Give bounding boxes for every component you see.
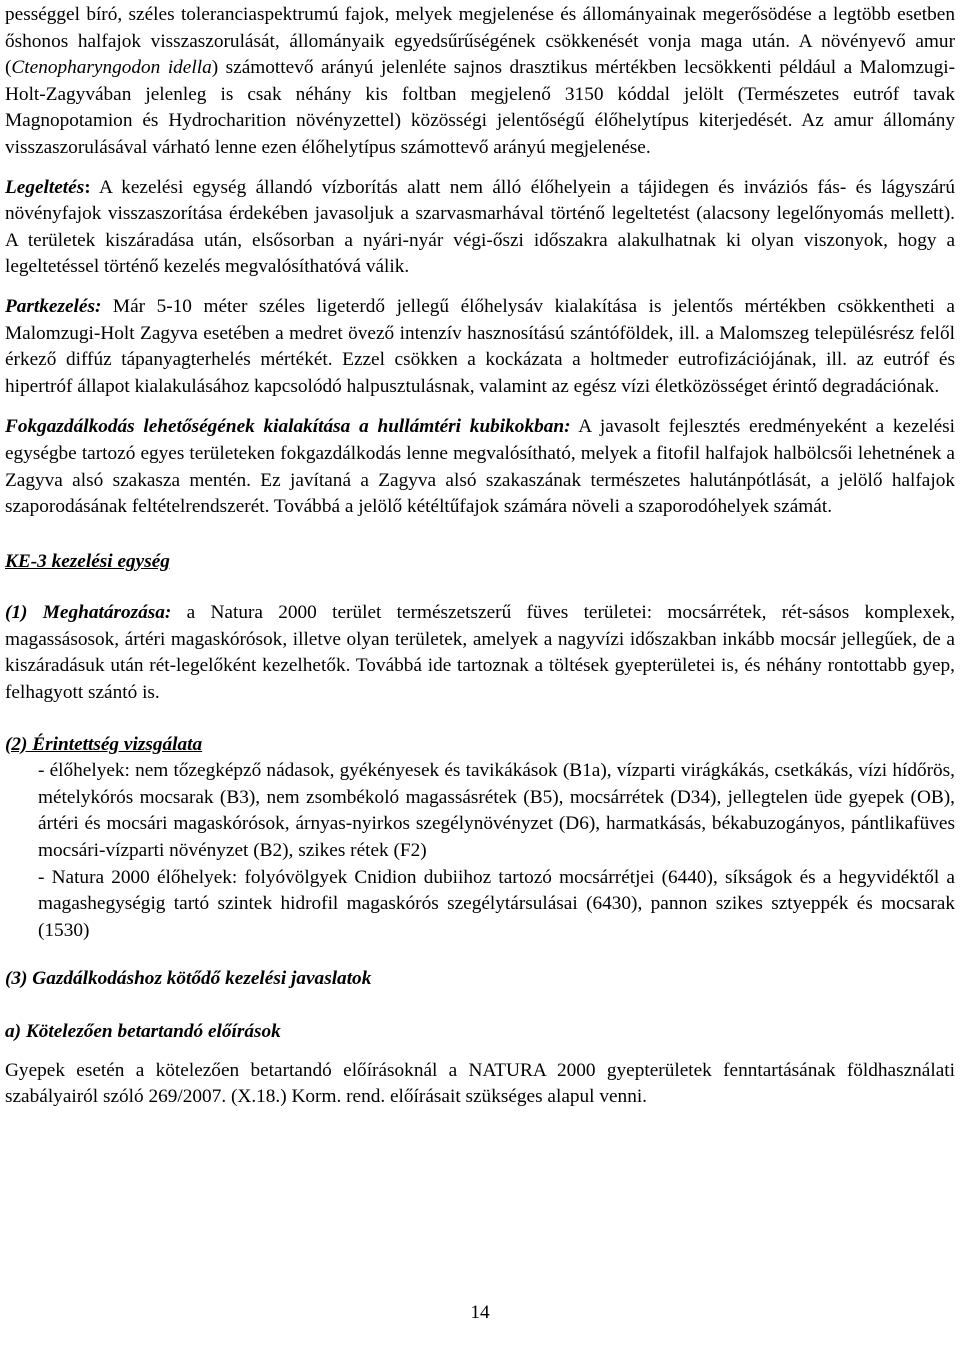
- document-page: [5, 0, 955, 1111]
- erintettseg-item-natura: - Natura 2000 élőhelyek: folyóvölgyek Cnidion dubiihoz tartozó mocsárrétjei (6440), síkságok és a hegyvidéktől a magashegységig tartó szintek hidrofil magaskórós szegélytársulásai (6430), pannon szikes sztyeppék és mocsarak (1530): [38, 866, 955, 941]
- ke3-title: KE-3 kezelési egység: [5, 550, 170, 572]
- fokgazdalkodas-paragraph: Fokgazdálkodás lehetőségének kialakítása a hullámtéri kubikokban: A javasolt fejlesztés eredményeként a kezelési egységbe tartozó egyes területeken fokgazdálkodás lenne megvalósítható, melyek a fitofil halfajok halbölcsői lehetnének a Zagyva alsó szakasza mentén. Ez javítaná a Zagyva alsó szakaszának természetes halutánpótlását, a jelölő halfajok szaporodásának feltételrendszerét. Továbbá a jelölő kétéltűfajok számára növeli a szaporodóhelyek számát.: [5, 416, 955, 518]
- meghatarozas-paragraph: (1) Meghatározása: a Natura 2000 terület természetszerű füves területei: mocsárrétek, rét-sásos komplexek, magassásosok, ártéri magaskórósok, illetve olyan területek, amelyek a nagyvízi időszakban inkább mocsár jellegűek, de a kiszáradásuk után rét-legelőként kezelhetők. Továbbá ide tartoznak a töltések gyepterületei is, és néhány rontottabb gyep, felhagyott szántó is.: [5, 602, 955, 704]
- page-number: 14: [470, 1302, 490, 1323]
- gazdalkodas-heading: (3) Gazdálkodáshoz kötődő kezelési javaslatok: [5, 968, 372, 990]
- kotelezo-heading: a) Kötelezően betartandó előírások: [5, 1021, 281, 1042]
- species-name: Ctenopharyngodon idella: [11, 57, 212, 79]
- erintettseg-item-elohelyek: - élőhelyek: nem tőzegképző nádasok, gyékényesek és tavikákások (B1a), vízparti virágkákás, csetkákás, vízi hídőrös, mételykórós mocsarak (B3), nem zsombékoló magassásrétek (B5), mocsárrétek (D34), jellegtelen üde gyepek (OB), ártéri és mocsári magaskórósok, árnyas-nyirkos szegélynövényzet (D6), harmatkásás, békabuzogányos, pántlikafüves mocsári-vízparti növényzet (B2), szikes rétek (F2): [38, 760, 955, 862]
- legeltetes-paragraph: Legeltetés: A kezelési egység állandó vízborítás alatt nem álló élőhelyein a tájidegen és inváziós fás- és lágyszárú növényfajok visszaszorítása érdekében javasoljuk a szarvasmarhával történő legeltetést (alacsony legelőnyomás mellett). A területek kiszáradása után, elsősorban a nyári-nyár végi-őszi időszakra alakulhatnak ki olyan viszonyok, hogy a legeltetéssel történő kezelés megvalósíthatóvá válik.: [5, 176, 955, 278]
- erintettseg-heading: (2) Érintettség vizsgálata: [5, 733, 203, 755]
- fokgazdalkodas-label: Fokgazdálkodás lehetőségének kialakítása a hullámtéri kubikokban:: [5, 416, 571, 438]
- meghatarozas-label: (1) Meghatározása:: [5, 602, 172, 624]
- kotelezo-paragraph: Gyepek esetén a kötelezően betartandó előírásoknál a NATURA 2000 gyepterületek fenntartásának földhasználati szabályairól szóló 269/2007. (X.18.) Korm. rend. előírásait szükséges alapul venni.: [5, 1059, 955, 1108]
- intro-paragraph: pességgel bíró, széles toleranciaspektrumú fajok, melyek megjelenése és állományainak megerősödése a legtöbb esetben őshonos halfajok visszaszorulását, állományaik egyedsűrűségének csökkenését vonja maga után. A növényevő amur (Ctenopharyngodon idella) számottevő arányú jelenléte sajnos drasztikus mértékben lecsökkenti például a Malomzugi-Holt-Zagyvában jelenleg is csak néhány kis foltban megjelenő 3150 kóddal jelölt (Természetes eutróf tavak Magnopotamion és Hydrocharition növényzettel) közösségi jelentőségű élőhelytípus kiterjedését. Az amur állomány visszaszorulásával várható lenne ezen élőhelytípus számottevő arányú megjelenése.: [5, 4, 955, 158]
- legeltetes-label: Legeltetés: [5, 176, 85, 198]
- partkezeles-paragraph: Partkezelés: Már 5-10 méter széles ligeterdő jellegű élőhelysáv kialakítása is jelentős mértékben csökkentheti a Malomzugi-Holt Zagyva esetében a medret övező intenzív hasznosítású szántóföldek, ill. a Malomszeg településrész felől érkező diffúz tápanyagterhelés mértékét. Ezzel csökken a kockázata a holtmeder eutrofizációjának, ill. az eutróf és hipertróf állapot kialakulásához kapcsolódó halpusztulásnak, valamint az egész vízi életközösséget érintő degradációnak.: [5, 295, 955, 397]
- partkezeles-label: Partkezelés:: [5, 295, 102, 317]
